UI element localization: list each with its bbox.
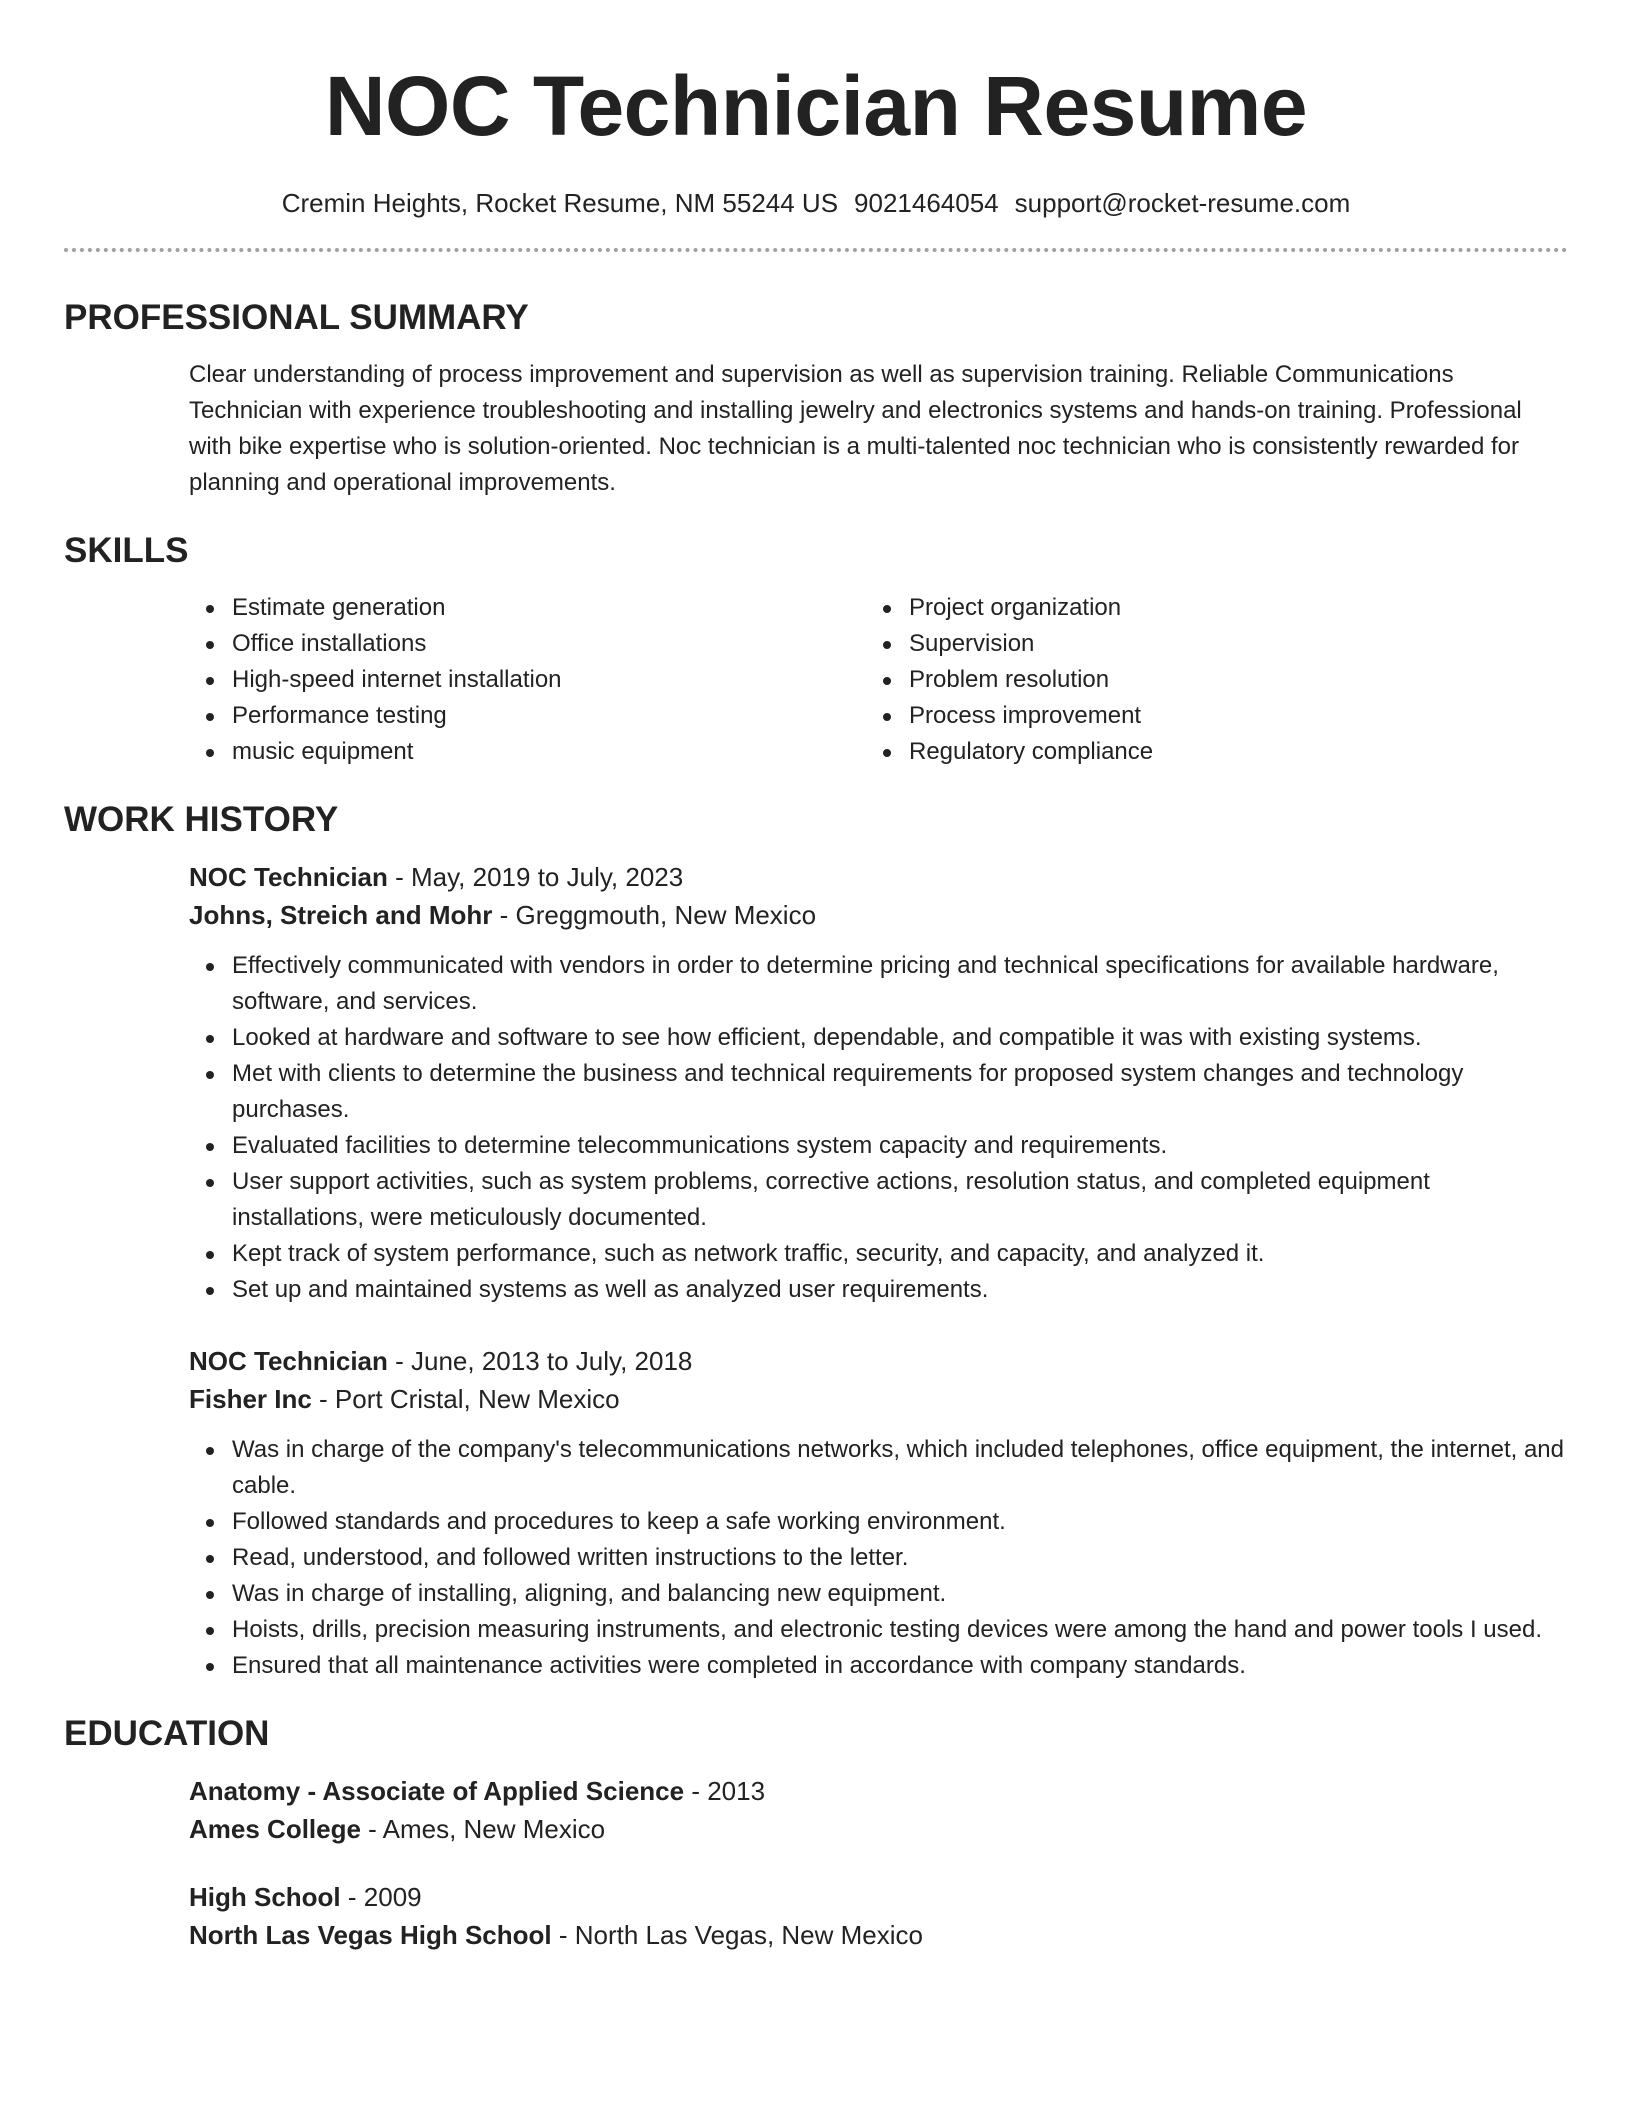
education-school: North Las Vegas High School [189, 1920, 552, 1950]
skills-heading: SKILLS [64, 531, 189, 570]
job-role: NOC Technician [189, 862, 388, 892]
job-duty: Evaluated facilities to determine telecommunications system capacity and requirements. [189, 1128, 1568, 1164]
education-entry [64, 1878, 1568, 1954]
education-school: Ames College [189, 1814, 361, 1844]
job-entry [64, 1342, 1568, 1418]
education-degree-line [189, 1772, 1568, 1810]
summary-text: Clear understanding of process improvement and supervision as well as supervision training. Reliable Communications Technician with experience troubleshooting and installing jewelry and electronics systems and hands-on training. Professional with bike expertise who is solution-oriented. Noc technician is a multi-talented noc technician who is consistently rewarded for planning and operational improvements. [189, 361, 1522, 496]
job-role-line [189, 1342, 1568, 1380]
job-entry [64, 858, 1568, 934]
job-duty: Effectively communicated with vendors in order to determine pricing and technical specifications for available hardware, software, and services. [189, 948, 1568, 1020]
job-duty: Read, understood, and followed written instructions to the letter. [189, 1540, 1568, 1576]
skill-item: Problem resolution [866, 662, 1153, 698]
job-duty: Was in charge of installing, aligning, and balancing new equipment. [189, 1576, 1568, 1612]
job-dates: - June, 2013 to July, 2018 [387, 1346, 693, 1376]
job-duty: Looked at hardware and software to see how efficient, dependable, and compatible it was with existing systems. [189, 1020, 1568, 1056]
job-duties-list [64, 1432, 1568, 1684]
job-location: - Greggmouth, New Mexico [492, 900, 817, 930]
job-duty: User support activities, such as system problems, corrective actions, resolution status, and completed equipment installations, were meticulously documented. [189, 1164, 1568, 1236]
contact-address: Cremin Heights, Rocket Resume, NM 55244 US [281, 188, 839, 218]
education-heading: EDUCATION [64, 1714, 270, 1753]
job-duty: Followed standards and procedures to keep a safe working environment. [189, 1504, 1568, 1540]
education-location: - North Las Vegas, New Mexico [551, 1920, 924, 1950]
skills-column-left [189, 590, 866, 770]
job-duty: Met with clients to determine the business and technical requirements for proposed system changes and technology purchases. [189, 1056, 1568, 1128]
contact-phone: 9021464054 [854, 188, 999, 218]
job-role: NOC Technician [189, 1346, 388, 1376]
work-history-heading: WORK HISTORY [64, 800, 339, 839]
job-duty: Ensured that all maintenance activities were completed in accordance with company standards. [189, 1648, 1568, 1684]
skill-item: Estimate generation [189, 590, 866, 626]
skill-item: Performance testing [189, 698, 866, 734]
summary-heading: PROFESSIONAL SUMMARY [64, 298, 529, 337]
job-duty: Kept track of system performance, such as network traffic, security, and capacity, and analyzed it. [189, 1236, 1568, 1272]
skills-column-right [866, 590, 1153, 770]
resume-title: NOC Technician Resume [324, 59, 1308, 153]
education-year: - 2013 [684, 1776, 766, 1806]
job-company-line [189, 896, 1568, 934]
job-duty: Hoists, drills, precision measuring instruments, and electronic testing devices were among the hand and power tools I used. [189, 1612, 1568, 1648]
skill-item: Supervision [866, 626, 1153, 662]
skill-item: High-speed internet installation [189, 662, 866, 698]
education-degree-line [189, 1878, 1568, 1916]
education-school-line [189, 1916, 1568, 1954]
job-company-line [189, 1380, 1568, 1418]
skills-grid [64, 590, 1568, 770]
skill-item: Project organization [866, 590, 1153, 626]
header-divider [64, 248, 1568, 252]
skill-item: music equipment [189, 734, 866, 770]
skill-item: Office installations [189, 626, 866, 662]
contact-line [64, 186, 1568, 220]
job-duty: Set up and maintained systems as well as analyzed user requirements. [189, 1272, 1568, 1308]
job-location: - Port Cristal, New Mexico [311, 1384, 620, 1414]
skill-item: Process improvement [866, 698, 1153, 734]
job-duty: Was in charge of the company's telecommunications networks, which included telephones, office equipment, the internet, and cable. [189, 1432, 1568, 1504]
education-location: - Ames, New Mexico [360, 1814, 606, 1844]
job-company: Fisher Inc [189, 1384, 312, 1414]
education-degree: High School [189, 1882, 341, 1912]
skill-item: Regulatory compliance [866, 734, 1153, 770]
education-entry [64, 1772, 1568, 1848]
job-company: Johns, Streich and Mohr [189, 900, 493, 930]
contact-email: support@rocket-resume.com [1014, 188, 1351, 218]
education-year: - 2009 [340, 1882, 422, 1912]
education-school-line [189, 1810, 1568, 1848]
job-dates: - May, 2019 to July, 2023 [387, 862, 684, 892]
education-degree: Anatomy - Associate of Applied Science [189, 1776, 685, 1806]
job-role-line [189, 858, 1568, 896]
job-duties-list [64, 948, 1568, 1308]
